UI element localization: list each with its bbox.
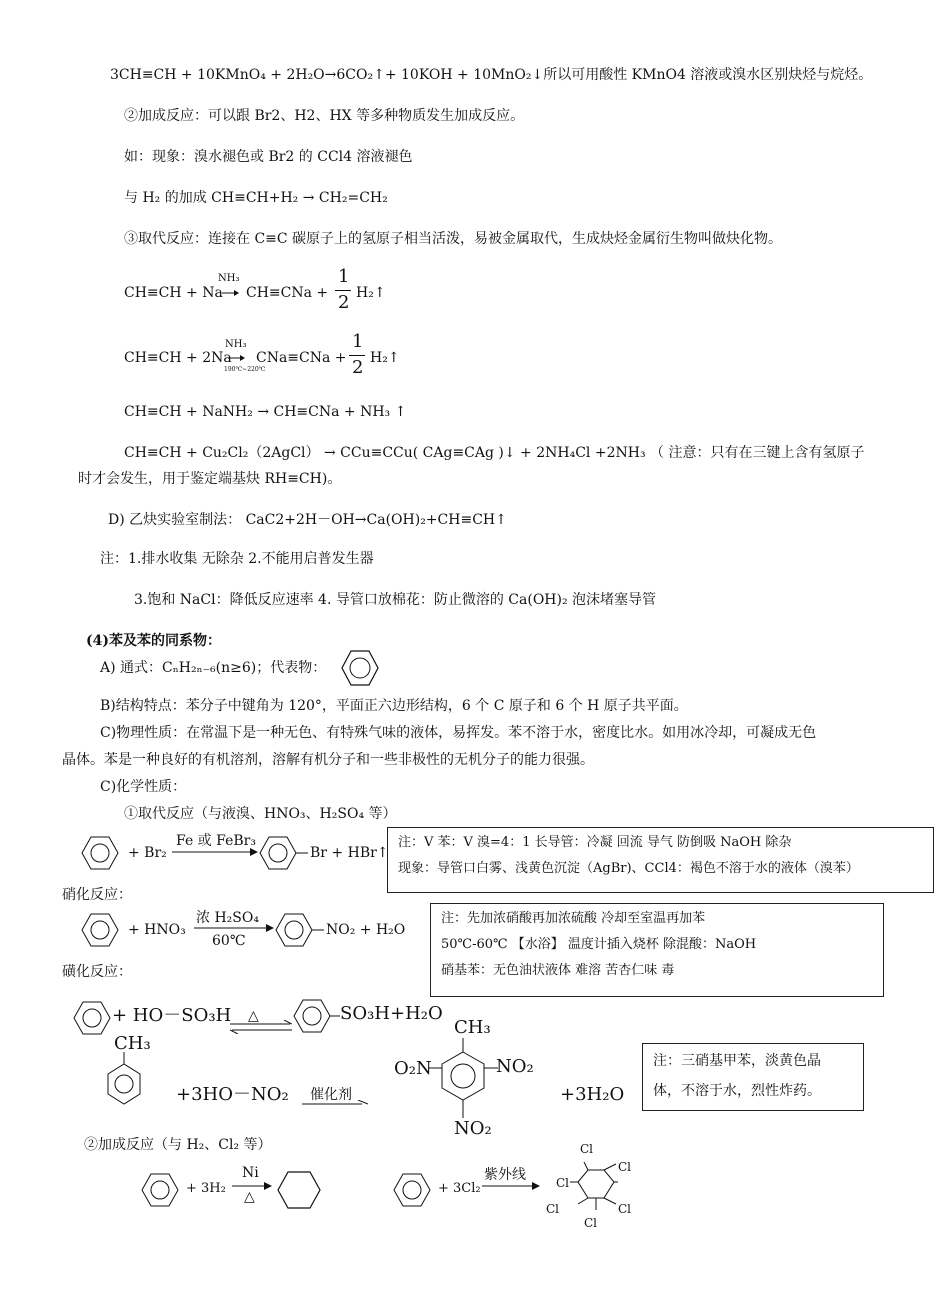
tnt-ch3: CH₃ (454, 1017, 491, 1038)
br2-reagent: + Br₂ (128, 845, 167, 861)
cl-atom: Cl (556, 1176, 570, 1190)
reaction-arrow (228, 355, 246, 361)
nanh2-equation: CH≡CH + NaNH₂ → CH≡CNa + NH₃ ↑ (124, 404, 407, 420)
nitration-label: 硝化反应： (62, 887, 132, 903)
lab-note-2: 3.饱和 NaCl：降低反应速率 4. 导管口放棉花：防止微溶的 Ca(OH)₂ 泡沫堵塞导管 (134, 592, 657, 608)
phenomenon-text: 如：现象：溴水褪色或 Br2 的 CCl4 溶液褪色 (124, 149, 413, 165)
heat-condition: △ (248, 1008, 259, 1024)
nitrobenzene-ring-icon (274, 912, 324, 948)
h2-product: H₂↑ (370, 350, 400, 366)
tnt-note-1: 注：三硝基甲苯，淡黄色晶 (653, 1053, 821, 1069)
benzene-ring-icon (72, 1000, 112, 1036)
reaction-arrow (194, 924, 274, 932)
benzenesulfonic-ring-icon (292, 998, 340, 1034)
cl2-reagent: + 3Cl₂ (438, 1181, 481, 1196)
sulfuric-reagent: + HO－SO₃H (112, 1005, 232, 1026)
nitration-note-2: 50℃-60℃ 【水浴】 温度计插入烧杯 除混酸：NaOH (441, 937, 757, 952)
benzene-ring-icon (80, 912, 120, 948)
tnt-o2n-left: O₂N (394, 1058, 432, 1079)
toluene-ch3: CH₃ (114, 1033, 151, 1054)
na2-reaction-right: CNa≡CNa + (256, 350, 347, 366)
hno3-reagent: + HNO₃ (128, 922, 186, 938)
sulfonic-product: SO₃H+H₂O (340, 1003, 443, 1024)
reaction-arrow (482, 1182, 540, 1190)
cl-atom: Cl (618, 1202, 632, 1216)
bromobenzene-product: Br + HBr↑ (310, 845, 389, 861)
nitric-reagent: +3HO－NO₂ (176, 1084, 289, 1105)
fraction-numerator: 1 (338, 266, 350, 287)
nitration-note-1: 注：先加浓硝酸再加浓硫酸 冷却至室温再加苯 (441, 911, 706, 926)
na2-reaction-left: CH≡CH + 2Na (124, 350, 232, 366)
reaction-arrow (172, 848, 258, 856)
h2so4-catalyst: 浓 H₂SO₄ (196, 910, 259, 926)
fraction-numerator: 1 (352, 331, 364, 352)
ni-catalyst: Ni (242, 1165, 259, 1181)
reaction-arrow (222, 290, 240, 296)
benzene-ring-icon (140, 1172, 180, 1208)
fraction-bar (335, 290, 351, 291)
kmno4-equation: 3CH≡CH + 10KMnO₄ + 2H₂O→6CO₂↑+ 10KOH + 10MnO₂↓所以可用酸性 KMnO4 溶液或溴水区别炔烃与烷烃。 (110, 67, 873, 83)
fraction-denominator: 2 (338, 292, 350, 313)
substitution-reaction-title: ①取代反应（与液溴、HNO₃、H₂SO₄ 等） (124, 806, 397, 822)
chemical-properties: C)化学性质： (100, 779, 187, 795)
addition-reaction-title: ②加成反应（与 H₂、Cl₂ 等） (84, 1137, 272, 1153)
nitrobenzene-product: NO₂ + H₂O (326, 922, 406, 938)
cu2cl2-equation: CH≡CH + Cu₂Cl₂（2AgCl） → CCu≡CCu( CAg≡CAg )↓ + 2NH₄Cl +2NH₃ （ 注意：只有在三键上含有氢原子 (124, 445, 865, 461)
heat-condition: △ (244, 1189, 255, 1205)
nh3-condition-2: NH₃ (225, 339, 247, 350)
tnt-no2-bottom: NO₂ (454, 1118, 492, 1139)
toluene-ring-icon (104, 1052, 144, 1112)
substitution-title: ③取代反应：连接在 C≡C 碳原子上的氢原子相当活泼，易被金属取代，生成炔烃金属衍生物叫做炔化物。 (124, 231, 783, 247)
bromination-note-1: 注：V 苯：V 溴=4：1 长导管：冷凝 回流 导气 防倒吸 NaOH 除杂 (398, 835, 792, 850)
bromobenzene-ring-icon (258, 835, 308, 871)
h2-product: H₂↑ (356, 285, 386, 301)
h2-reagent: + 3H₂ (186, 1181, 226, 1196)
temperature-condition: 190℃~220℃ (224, 366, 266, 373)
cu2cl2-equation-cont: 时才会发生，用于鉴定端基炔 RH≡CH)。 (78, 471, 342, 487)
tnt-note-box (642, 1043, 864, 1111)
benzene-ring-icon (392, 1172, 432, 1208)
lab-note-1: 注：1.排水收集 无除杂 2.不能用启普发生器 (100, 551, 374, 567)
tnt-no2-right: NO₂ (496, 1056, 534, 1077)
sulfonation-label: 磺化反应： (62, 964, 132, 980)
nitration-note-box (430, 903, 884, 997)
temperature-60: 60℃ (212, 933, 246, 949)
na-reaction-right: CH≡CNa + (246, 285, 329, 301)
lab-preparation: D) 乙炔实验室制法： CaC2+2H－OH→Ca(OH)₂+CH≡CH↑ (108, 512, 507, 528)
benzene-heading: (4)苯及苯的同系物： (86, 633, 221, 649)
nitration-note-3: 硝基苯：无色油状液体 难溶 苦杏仁味 毒 (441, 963, 675, 978)
h2-addition-equation: 与 H₂ 的加成 CH≡CH+H₂ → CH₂=CH₂ (124, 190, 388, 206)
cl-atom: Cl (580, 1142, 594, 1156)
tnt-ring-icon (428, 1038, 498, 1128)
cl-atom: Cl (584, 1216, 598, 1230)
structure-features: B)结构特点：苯分子中键角为 120°，平面正六边形结构，6 个 C 原子和 6 个 H 原子共平面。 (100, 698, 688, 714)
fraction-denominator: 2 (352, 357, 364, 378)
uv-condition: 紫外线 (484, 1167, 526, 1183)
benzene-ring-icon (80, 835, 120, 871)
reaction-arrow (302, 1100, 368, 1108)
physical-properties-cont: 晶体。苯是一种良好的有机溶剂，溶解有机分子和一些非极性的无机分子的能力很强。 (62, 752, 594, 768)
bromination-note-box (387, 827, 934, 893)
nh3-condition: NH₃ (218, 273, 240, 284)
cl-atom: Cl (546, 1202, 560, 1216)
cyclohexane-ring-icon (276, 1170, 322, 1210)
na-reaction-left: CH≡CH + Na (124, 285, 223, 301)
addition-reaction-title: ②加成反应：可以跟 Br2、H2、HX 等多种物质发生加成反应。 (124, 108, 525, 124)
general-formula: A) 通式：CₙH₂ₙ₋₆(n≥6)；代表物： (100, 660, 327, 676)
fe-catalyst: Fe 或 FeBr₃ (176, 833, 256, 849)
physical-properties: C)物理性质：在常温下是一种无色、有特殊气味的液体，易挥发。苯不溶于水，密度比水。如用冰冷却，可凝成无色 (100, 725, 817, 741)
catalyst-label: 催化剂 (310, 1087, 352, 1103)
tnt-note-2: 体，不溶于水，烈性炸药。 (653, 1083, 821, 1099)
water-product: +3H₂O (560, 1084, 625, 1105)
bromination-note-2: 现象：导管口白雾、浅黄色沉淀（AgBr)、CCl4：褐色不溶于水的液体（溴苯） (398, 861, 859, 876)
fraction-bar (349, 355, 365, 356)
benzene-ring-icon (340, 648, 380, 688)
reversible-arrow (230, 1020, 292, 1034)
cl-atom: Cl (618, 1160, 632, 1174)
